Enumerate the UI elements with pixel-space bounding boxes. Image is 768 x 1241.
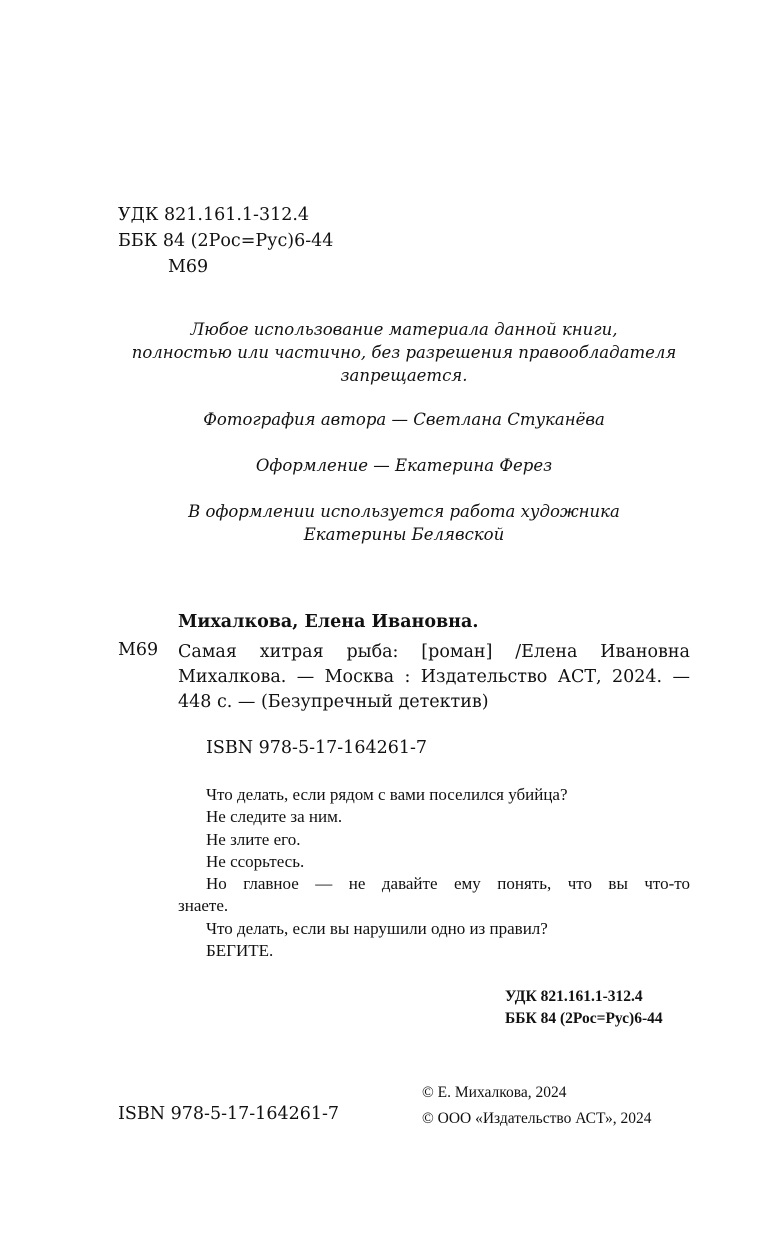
annotation-line: Но главное — не давайте ему понять, что вы что-то <box>206 874 690 894</box>
annotation-line: Что делать, если вы нарушили одно из правил? <box>206 918 548 938</box>
notice-line: Любое использование материала данной книги, <box>190 320 618 339</box>
art-credit-line: В оформлении используется работа художника <box>188 502 620 521</box>
annotation-line: Не следите за ним. <box>206 807 343 827</box>
bbk-code: ББК 84 (2Рос=Рус)6-44 <box>118 231 334 251</box>
bib-code: М69 <box>118 640 159 660</box>
footer-isbn: ISBN 978-5-17-164261-7 <box>118 1104 340 1124</box>
notice-line: запрещается. <box>340 366 468 385</box>
bib-description <box>178 640 690 715</box>
art-credit-line: Екатерины Белявской <box>303 525 505 544</box>
annotation <box>178 784 690 962</box>
annotation-line: знаете. <box>178 896 229 916</box>
copyright-block <box>422 1080 652 1132</box>
design-credit <box>118 454 690 477</box>
design-credit-text: Оформление — Екатерина Ферез <box>255 456 553 475</box>
copyright-author: © Е. Михалкова, 2024 <box>422 1084 567 1101</box>
photo-credit-text: Фотография автора — Светлана Стуканёва <box>203 410 605 429</box>
annotation-line: Не ссорьтесь. <box>206 851 305 871</box>
bib-line: Михалкова. — Москва : Издательство АСТ, 2024. — <box>178 667 690 687</box>
copyright-notice <box>118 318 690 387</box>
footer-bbk: ББК 84 (2Рос=Рус)6-44 <box>505 1010 663 1027</box>
bib-author: Михалкова, Елена Ивановна. <box>178 612 479 632</box>
notice-line: полностью или частично, без разрешения правообладателя <box>131 343 677 362</box>
footer-udk: УДК 821.161.1-312.4 <box>505 988 643 1005</box>
bib-isbn: ISBN 978-5-17-164261-7 <box>206 738 428 758</box>
udk-code: УДК 821.161.1-312.4 <box>118 205 310 225</box>
bib-line: 448 с. — (Безупречный детектив) <box>178 692 489 712</box>
annotation-line: Не злите его. <box>206 829 301 849</box>
footer-classification <box>505 986 663 1030</box>
bib-line: Самая хитрая рыба: [роман] /Елена Ивановна <box>178 642 690 662</box>
author-mark: М69 <box>168 257 209 277</box>
art-credit <box>118 500 690 546</box>
annotation-line: БЕГИТЕ. <box>206 941 274 961</box>
copyright-publisher: © ООО «Издательство АСТ», 2024 <box>422 1110 652 1127</box>
photo-credit <box>118 408 690 431</box>
annotation-line: Что делать, если рядом с вами поселился убийца? <box>206 785 568 804</box>
